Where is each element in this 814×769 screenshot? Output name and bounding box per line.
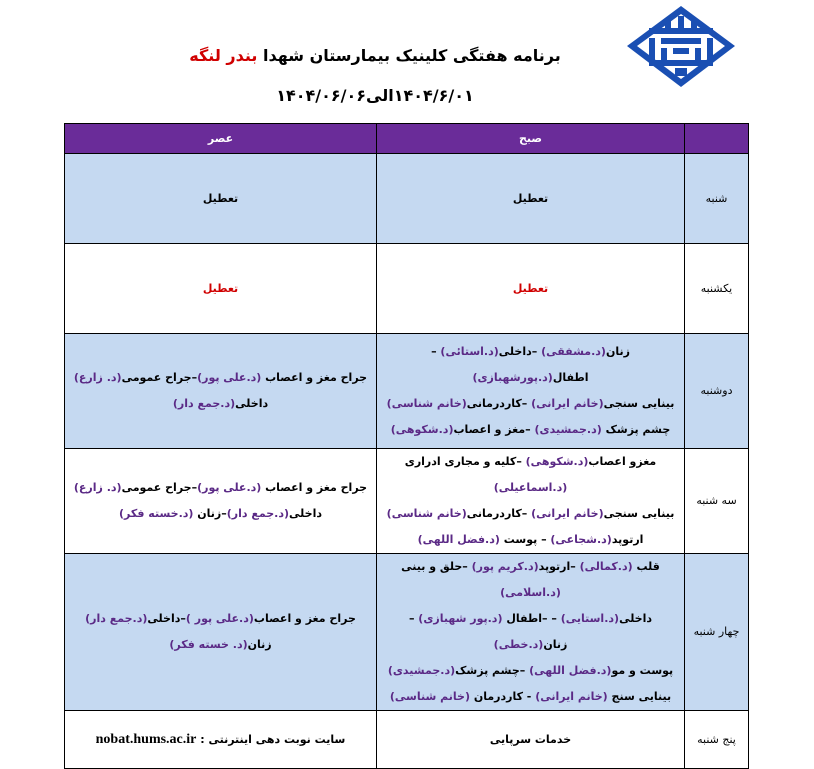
clinic-name: بینایی سنج (607, 690, 672, 703)
clinic-name: جراح مغز و اعصاب (261, 371, 368, 384)
doctor-name: (د.علی پور) (197, 371, 262, 384)
clinic-name: داخلی (619, 612, 653, 625)
morning-cell (377, 554, 685, 711)
doctor-name: (د.جمشیدی) (534, 423, 602, 436)
date-range: ۱۴۰۴/۶/۰۱الی۱۴۰۴/۰۶/۰۶ (276, 86, 474, 105)
doctor-name: (د.اسلامی) (500, 586, 561, 599)
doctor-name: (د.خسته فکر) (119, 507, 194, 520)
doctor-name: (خانم شناسی) (389, 690, 470, 703)
clinic-name: زنان (605, 345, 630, 358)
online-booking-link[interactable]: nobat.hums.ac.ir (95, 731, 197, 747)
evening-cell (65, 449, 377, 554)
morning-cell: تعطیل (377, 244, 685, 334)
doctor-name: (خانم ایرانی) (531, 507, 604, 520)
clinic-name: داخلی (289, 507, 322, 520)
header-morning: صبح (377, 124, 685, 154)
clinic-name: –داخلی (498, 345, 542, 358)
clinic-name: –مغز و اعصاب (453, 423, 535, 436)
schedule-line (381, 684, 680, 710)
evening-cell: تعطیل (65, 154, 377, 244)
header-day (685, 124, 749, 154)
clinic-name: زنان (247, 638, 272, 651)
schedule-line (381, 606, 680, 658)
schedule-line (381, 527, 680, 553)
morning-cell: تعطیل (377, 154, 685, 244)
schedule-line (69, 365, 372, 391)
doctor-name: (د.اسماعیلی) (493, 481, 568, 494)
schedule-line (381, 417, 680, 443)
doctor-name: (د.علی پور ) (185, 612, 254, 625)
schedule-line (381, 449, 680, 501)
clinic-name: –کاردرمانی (466, 507, 532, 520)
title-text: برنامه هفتگی کلینیک بیمارستان شهدا (262, 46, 561, 65)
clinic-name: –کلیه و مجاری ادراری (404, 455, 526, 468)
doctor-name: (د.پور شهبازی) (418, 612, 503, 625)
morning-cell (377, 334, 685, 449)
clinic-name: چشم پزشک (601, 423, 671, 436)
clinic-name: قلب (632, 560, 660, 573)
doctor-name: (د.پورشهبازی) (472, 371, 553, 384)
doctor-name: (د.استایی) (560, 612, 620, 625)
day-cell: دوشنبه (685, 334, 749, 449)
online-booking-label: سایت نوبت دهی اینترنتی : (200, 732, 346, 746)
schedule-line (69, 606, 372, 632)
schedule-line (69, 391, 372, 417)
table-row (65, 711, 749, 769)
hospital-logo-icon (625, 4, 737, 89)
clinic-name: –داخلی (147, 612, 186, 625)
schedule-line (381, 554, 680, 606)
table-row (65, 449, 749, 554)
schedule-line (381, 658, 680, 684)
doctor-name: (د. زارع) (73, 481, 122, 494)
table-row (65, 554, 749, 711)
clinic-name: داخلی (235, 397, 269, 410)
morning-cell (377, 449, 685, 554)
doctor-name: (د.شکوهی) (390, 423, 454, 436)
clinic-name: –جراح عمومی (121, 481, 198, 494)
day-cell: چهار شنبه (685, 554, 749, 711)
schedule-line (69, 475, 372, 501)
schedule-line (69, 632, 372, 658)
schedule-table (64, 123, 749, 769)
day-cell: سه شنبه (685, 449, 749, 554)
evening-cell (65, 711, 377, 769)
clinic-name: –حلق و بینی (401, 560, 472, 573)
table-row (65, 154, 749, 244)
clinic-name: – –اطفال (502, 612, 561, 625)
clinic-name: مغزو اعصاب (588, 455, 657, 468)
evening-cell (65, 554, 377, 711)
clinic-name: ارتوپد (611, 533, 644, 546)
clinic-name: جراح مغز و اعصاب (253, 612, 356, 625)
day-cell: شنبه (685, 154, 749, 244)
table-row (65, 244, 749, 334)
doctor-name: (د.جمشیدی) (387, 664, 456, 677)
clinic-name: –جراح عمومی (121, 371, 198, 384)
day-cell: پنج شنبه (685, 711, 749, 769)
doctor-name: (خانم ایرانی) (535, 690, 608, 703)
clinic-name: –کاردرمانی (466, 397, 532, 410)
clinic-name: –زنان (193, 507, 227, 520)
clinic-name: –زنان (408, 612, 568, 651)
doctor-name: (د.خطی) (493, 638, 544, 651)
doctor-name: (خانم ایرانی) (531, 397, 604, 410)
header-evening: عصر (65, 124, 377, 154)
doctor-name: (د.جمع دار) (226, 507, 290, 520)
clinic-name: جراح مغز و اعصاب (261, 481, 368, 494)
clinic-name: - کاردرمان (469, 690, 536, 703)
doctor-name: (د.کریم پور) (471, 560, 539, 573)
table-header-row (65, 124, 749, 154)
doctor-name: (د. خسته فکر) (169, 638, 248, 651)
doctor-name: (د.شکوهی) (525, 455, 589, 468)
doctor-name: (د. زارع) (73, 371, 122, 384)
evening-cell: تعطیل (65, 244, 377, 334)
schedule-line (381, 501, 680, 527)
clinic-name: – پوست (499, 533, 551, 546)
doctor-name: (د.فضل اللهی) (417, 533, 500, 546)
table-row (65, 334, 749, 449)
clinic-name: بینایی سنجی (603, 507, 675, 520)
doctor-name: (د.مشفقی) (541, 345, 606, 358)
clinic-name: –ارتوپد (538, 560, 580, 573)
clinic-name: – اطفال (431, 345, 589, 384)
doctor-name: (د.جمع دار) (172, 397, 236, 410)
doctor-name: (د.شجاعی) (550, 533, 612, 546)
doctor-name: (د.فضل اللهی) (529, 664, 612, 677)
doctor-name: (خانم شناسی) (386, 507, 467, 520)
clinic-name: پوست و مو (611, 664, 674, 677)
doctor-name: (د.علی پور) (197, 481, 262, 494)
page-title (180, 46, 570, 65)
doctor-name: (د.جمع دار) (85, 612, 148, 625)
evening-cell (65, 334, 377, 449)
doctor-name: (د.کمالی) (579, 560, 633, 573)
morning-cell: خدمات سرپایی (377, 711, 685, 769)
doctor-name: (خانم شناسی) (386, 397, 467, 410)
day-cell: یکشنبه (685, 244, 749, 334)
schedule-line (381, 339, 680, 391)
clinic-name: بینایی سنجی (603, 397, 675, 410)
schedule-line (69, 501, 372, 527)
schedule-line (381, 391, 680, 417)
title-city: بندر لنگه (189, 46, 258, 65)
clinic-name: –چشم پزشک (455, 664, 530, 677)
doctor-name: (د.استائی) (440, 345, 499, 358)
